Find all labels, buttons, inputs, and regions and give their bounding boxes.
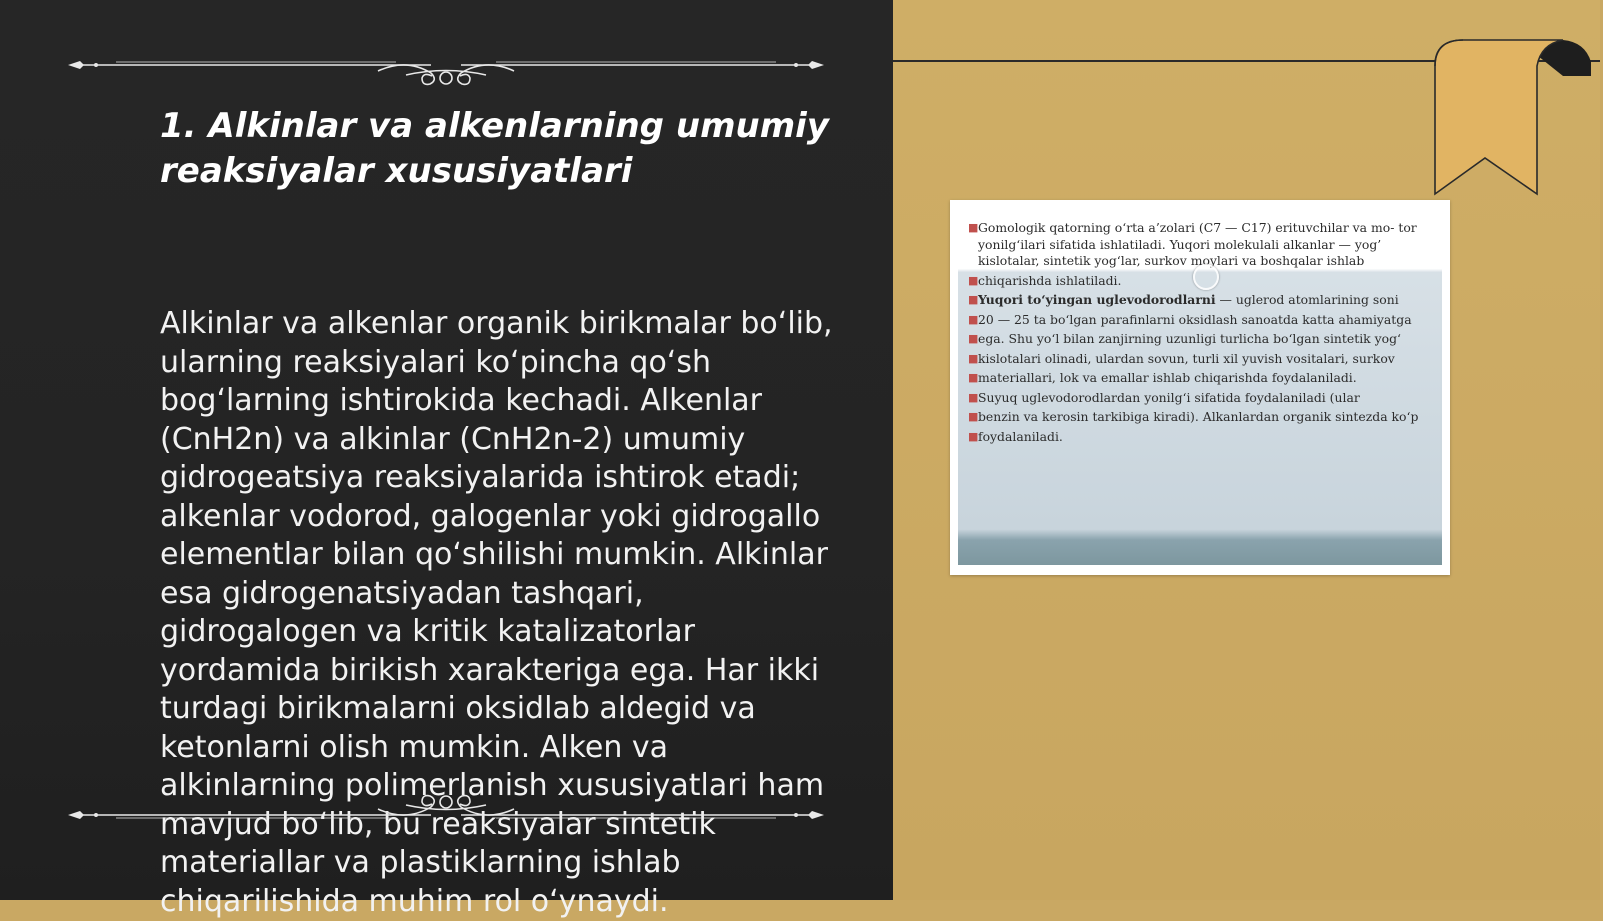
ornament-divider-top-icon bbox=[66, 48, 826, 88]
bullet-icon: ■ bbox=[968, 273, 979, 287]
scanned-page bbox=[958, 208, 1442, 565]
bullet-icon: ■ bbox=[968, 390, 979, 404]
bullet-icon: ■ bbox=[968, 429, 979, 443]
slide-body-text: Alkinlar va alkenlar organik birikmalar bo‘lib, ularning reaksiyalari ko‘pincha qo‘sh bog‘larning ishtirokida kechadi. Alkenlar (CnH2n) va alkinlar (CnH2n-2) umumiy gidrogeatsiya reaksiyalarida ishtirok etadi; alkenlar vodorod, galogenlar yoki gidrogallo elementlar bilan qo‘shilishi mumkin. Alkinlar esa gidrogenatsiyadan tashqari, gidrogalogen va kritik katalizatorlar yordamida birikish xarakteriga ega. Har ikki turdagi birikmalarni oksidlab aldegid va ketonlarni olish mumkin. Alken va alkinlarning polimerlanish xususiyatlari ham mavjud bo‘lib, bu reaksiyalar sintetik materiallar va plastiklarning ishlab chiqarilishida muhim rol o‘ynaydi. bbox=[160, 306, 833, 919]
bullet-icon: ■ bbox=[968, 293, 979, 306]
bullet-icon: ■ bbox=[968, 221, 979, 234]
cursor-ring-icon bbox=[1193, 264, 1219, 290]
list-item: ■ materiallari, lok va emallar ishlab chiqarishda foydalaniladi. bbox=[968, 370, 1357, 385]
slide-title: 1. Alkinlar va alkenlarning umumiy reaksiyalar xususiyatlari bbox=[160, 106, 829, 191]
bullet-icon: ■ bbox=[968, 371, 979, 384]
list-item: ■ 20 — 25 ta bo‘lgan parafinlarni oksidlash sanoatda katta ahamiyatga bbox=[968, 311, 1412, 327]
bullet-icon: ■ bbox=[968, 332, 979, 345]
list-item: ■ kislotalari olinadi, ulardan sovun, turli xil yuvish vositalari, surkov bbox=[968, 350, 1395, 366]
ribbon-bookmark-icon bbox=[1433, 36, 1603, 201]
list-item: ■ ega. Shu yo‘l bilan zanjirning uzunligi turlicha bo‘lgan sintetik yog‘ bbox=[968, 331, 1401, 346]
list-item: ■ foydalaniladi. bbox=[968, 428, 1063, 444]
list-item: ■ benzin va kerosin tarkibiga kiradi). Alkanlardan organik sintezda ko‘p bbox=[968, 409, 1419, 424]
list-item: ■ Gomologik qatorning o‘rta a’zolari (C7 — C17) erituvchilar va mo- tor yonilg‘ilari sifatida ishlatiladi. Yuqori molekulali alkanlar — yog’ kislotalar, sintetik yog‘lar, surkov moylari va boshqalar ishlab bbox=[968, 220, 1417, 268]
list-item: ■ chiqarishda ishlatiladi. bbox=[968, 272, 1122, 288]
scanned-bullet-list bbox=[958, 208, 1442, 445]
bullet-icon: ■ bbox=[968, 351, 979, 365]
scanned-text-image bbox=[950, 200, 1450, 575]
list-item: ■ Suyuq uglevodorodlardan yonilg‘i sifatida foydalaniladi (ular bbox=[968, 389, 1360, 405]
bullet-icon: ■ bbox=[968, 410, 979, 423]
bullet-icon: ■ bbox=[968, 312, 979, 326]
ornament-divider-bottom-icon bbox=[66, 792, 826, 832]
list-item: ■ Yuqori to‘yingan uglevodorodlarni — uglerod atomlarining soni bbox=[968, 292, 1399, 307]
right-decor-panel bbox=[893, 0, 1600, 900]
